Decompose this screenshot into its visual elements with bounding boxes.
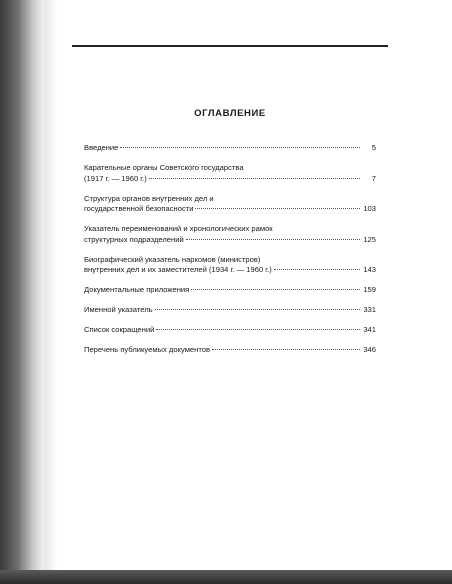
dot-leader [191, 289, 360, 290]
toc-entry-title: Именной указатель [84, 305, 153, 314]
toc-entry-name-index[interactable] [84, 305, 376, 316]
toc-entry-structure[interactable] [84, 194, 376, 215]
toc-page-number: 346 [363, 345, 376, 354]
toc-entry-introduction[interactable] [84, 143, 376, 154]
toc-page-number: 103 [363, 204, 376, 213]
toc-entry-line [84, 265, 376, 276]
header-rule [72, 45, 388, 47]
toc-entry-line [84, 204, 376, 215]
toc-page-number: 341 [363, 325, 376, 334]
toc-page-number: 143 [363, 265, 376, 274]
toc-page-number: 5 [371, 143, 376, 152]
toc-entry-title: Указатель переименований и хронологических рамок [84, 224, 273, 233]
toc-entry-title: Структура органов внутренних дел и [84, 193, 214, 203]
toc-entry-line [84, 163, 376, 174]
toc-entry-title: Карательные органы Советского государства [84, 163, 244, 172]
dot-leader [212, 349, 360, 350]
bottom-edge-shadow [0, 570, 452, 584]
toc-entry-line [84, 224, 376, 235]
toc-entry-published-documents[interactable] [84, 345, 376, 356]
dot-leader [195, 208, 360, 209]
toc-entry-line [84, 325, 376, 336]
toc-entry-renaming-index[interactable] [84, 224, 376, 245]
toc-entry-title-cont: структурных подразделений [84, 234, 184, 244]
toc-entry-punitive-organs[interactable] [84, 163, 376, 184]
toc-entry-title-cont: государственной безопасности [84, 204, 194, 213]
toc-entry-line [84, 143, 376, 154]
toc-entry-line [84, 255, 376, 266]
toc-page-number: 331 [363, 305, 376, 314]
toc-page-number: 125 [363, 234, 376, 244]
toc-entry-title: Введение [84, 143, 119, 152]
toc-entry-line [84, 194, 376, 205]
toc-entry-line [84, 285, 376, 296]
toc-entry-title-cont: внутренних дел и их заместителей (1934 г. — 1960 г.) [84, 265, 272, 274]
dot-leader [186, 239, 360, 240]
dot-leader [120, 147, 360, 148]
dot-leader [149, 178, 360, 179]
toc-entry-title: Биографический указатель наркомов (министров) [84, 254, 261, 264]
book-spine-shadow [0, 0, 44, 584]
toc-entry-line [84, 174, 376, 185]
dot-leader [155, 309, 360, 310]
toc-entry-title: Список сокращений [84, 325, 155, 334]
toc-page-number: 7 [371, 173, 376, 183]
dot-leader [274, 269, 360, 270]
toc-page-number: 159 [363, 285, 376, 294]
toc-entry-title: Документальные приложения [84, 285, 190, 294]
toc-entry-title: Перечень публикуемых документов [84, 345, 210, 354]
dot-leader [156, 329, 360, 330]
toc-entry-title-cont: (1917 г. — 1960 г.) [84, 173, 147, 183]
toc-entry-documentary-appendices[interactable] [84, 285, 376, 296]
table-of-contents [84, 143, 376, 365]
toc-entry-line [84, 345, 376, 356]
toc-entry-biographical-index[interactable] [84, 255, 376, 276]
page-gutter [44, 0, 58, 584]
toc-entry-line [84, 235, 376, 246]
toc-entry-abbreviations[interactable] [84, 325, 376, 336]
page-title: ОГЛАВЛЕНИЕ [194, 108, 266, 119]
toc-entry-line [84, 305, 376, 316]
